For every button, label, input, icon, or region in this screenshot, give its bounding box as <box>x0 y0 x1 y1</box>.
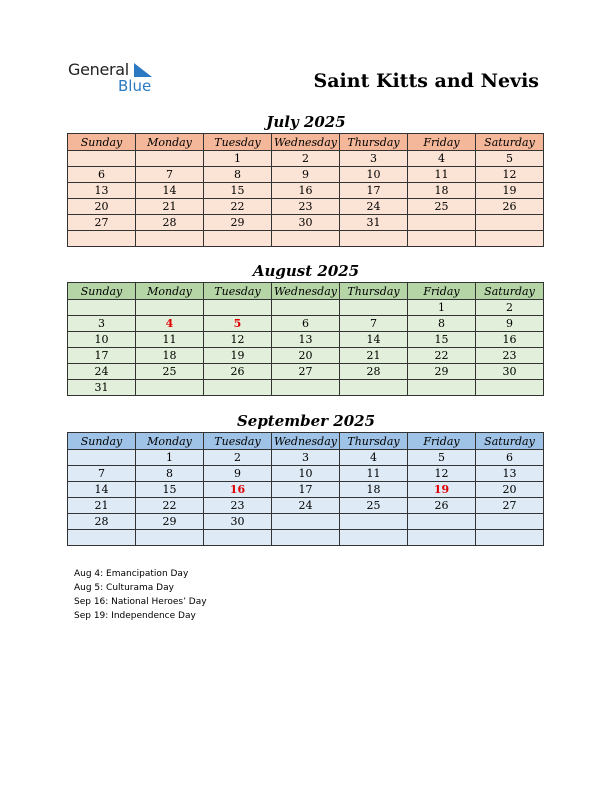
week-row <box>68 514 544 530</box>
day-cell: 20 <box>68 199 136 215</box>
logo-word-blue: Blue <box>118 77 152 95</box>
day-cell: 21 <box>340 348 408 364</box>
weekday-header-monday: Monday <box>136 433 204 450</box>
day-cell: 3 <box>272 450 340 466</box>
day-cell: 20 <box>476 482 544 498</box>
empty-day-cell <box>204 300 272 316</box>
week-row <box>68 380 544 396</box>
day-cell: 17 <box>340 183 408 199</box>
weekday-header-friday: Friday <box>408 134 476 151</box>
weekday-header-tuesday: Tuesday <box>204 433 272 450</box>
day-cell: 24 <box>272 498 340 514</box>
weekday-header-saturday: Saturday <box>476 283 544 300</box>
day-cell: 28 <box>340 364 408 380</box>
week-row <box>68 300 544 316</box>
day-cell: 15 <box>204 183 272 199</box>
empty-day-cell <box>272 380 340 396</box>
day-cell: 30 <box>476 364 544 380</box>
day-cell: 5 <box>476 151 544 167</box>
empty-day-cell <box>272 231 340 247</box>
day-cell: 21 <box>68 498 136 514</box>
week-row <box>68 450 544 466</box>
week-row <box>68 348 544 364</box>
week-row <box>68 167 544 183</box>
week-row <box>68 183 544 199</box>
empty-day-cell <box>476 380 544 396</box>
empty-day-cell <box>476 514 544 530</box>
day-cell: 15 <box>408 332 476 348</box>
day-cell: 1 <box>204 151 272 167</box>
week-row <box>68 199 544 215</box>
empty-day-cell <box>136 530 204 546</box>
week-row <box>68 364 544 380</box>
day-cell: 17 <box>272 482 340 498</box>
weekday-header-sunday: Sunday <box>68 283 136 300</box>
empty-day-cell <box>136 300 204 316</box>
weekday-header-tuesday: Tuesday <box>204 283 272 300</box>
weekday-header-tuesday: Tuesday <box>204 134 272 151</box>
day-cell: 13 <box>68 183 136 199</box>
empty-day-cell <box>340 380 408 396</box>
day-cell: 3 <box>68 316 136 332</box>
day-cell: 23 <box>476 348 544 364</box>
empty-day-cell <box>272 530 340 546</box>
week-row <box>68 530 544 546</box>
day-cell: 7 <box>340 316 408 332</box>
day-cell: 22 <box>408 348 476 364</box>
day-cell: 25 <box>340 498 408 514</box>
week-row <box>68 231 544 247</box>
day-cell: 27 <box>476 498 544 514</box>
day-cell: 26 <box>204 364 272 380</box>
day-cell: 27 <box>68 215 136 231</box>
day-cell: 18 <box>408 183 476 199</box>
empty-day-cell <box>136 380 204 396</box>
empty-day-cell <box>68 530 136 546</box>
day-cell: 8 <box>136 466 204 482</box>
day-cell: 14 <box>340 332 408 348</box>
day-cell: 10 <box>340 167 408 183</box>
empty-day-cell <box>136 231 204 247</box>
day-cell: 1 <box>408 300 476 316</box>
day-cell: 5 <box>408 450 476 466</box>
empty-day-cell <box>204 380 272 396</box>
day-cell: 24 <box>68 364 136 380</box>
day-cell: 15 <box>136 482 204 498</box>
country-title: Saint Kitts and Nevis <box>313 70 539 92</box>
empty-day-cell <box>340 231 408 247</box>
day-cell: 24 <box>340 199 408 215</box>
day-cell: 8 <box>408 316 476 332</box>
day-cell: 4 <box>408 151 476 167</box>
day-cell: 6 <box>68 167 136 183</box>
month-title-september: September 2025 <box>236 412 376 430</box>
weekday-header-saturday: Saturday <box>476 433 544 450</box>
day-cell: 28 <box>68 514 136 530</box>
weekday-header-row <box>68 283 544 300</box>
day-cell: 12 <box>476 167 544 183</box>
empty-day-cell <box>136 151 204 167</box>
empty-day-cell <box>340 514 408 530</box>
holiday-notes <box>74 567 207 623</box>
day-cell: 30 <box>272 215 340 231</box>
empty-day-cell <box>408 380 476 396</box>
day-cell: 12 <box>408 466 476 482</box>
empty-day-cell <box>68 450 136 466</box>
day-cell: 28 <box>136 215 204 231</box>
day-cell: 7 <box>68 466 136 482</box>
month-title-august: August 2025 <box>252 262 360 280</box>
weekday-header-thursday: Thursday <box>340 283 408 300</box>
day-cell: 29 <box>408 364 476 380</box>
calendar-july <box>67 133 544 247</box>
day-cell: 6 <box>272 316 340 332</box>
day-cell: 27 <box>272 364 340 380</box>
empty-day-cell <box>476 530 544 546</box>
empty-day-cell <box>408 514 476 530</box>
empty-day-cell <box>476 215 544 231</box>
day-cell: 2 <box>204 450 272 466</box>
day-cell: 9 <box>272 167 340 183</box>
day-cell: 13 <box>272 332 340 348</box>
day-cell: 19 <box>408 482 476 498</box>
holiday-note: Aug 4: Emancipation Day <box>74 569 189 579</box>
empty-day-cell <box>476 231 544 247</box>
empty-day-cell <box>408 215 476 231</box>
weekday-header-thursday: Thursday <box>340 433 408 450</box>
empty-day-cell <box>68 151 136 167</box>
day-cell: 19 <box>476 183 544 199</box>
day-cell: 20 <box>272 348 340 364</box>
weekday-header-thursday: Thursday <box>340 134 408 151</box>
day-cell: 7 <box>136 167 204 183</box>
day-cell: 22 <box>136 498 204 514</box>
day-cell: 30 <box>204 514 272 530</box>
day-cell: 31 <box>340 215 408 231</box>
holiday-note: Sep 16: National Heroes’ Day <box>74 597 207 607</box>
week-row <box>68 332 544 348</box>
day-cell: 9 <box>204 466 272 482</box>
day-cell: 16 <box>204 482 272 498</box>
logo-word-general: General <box>68 60 129 79</box>
day-cell: 5 <box>204 316 272 332</box>
week-row <box>68 498 544 514</box>
empty-day-cell <box>272 300 340 316</box>
day-cell: 29 <box>136 514 204 530</box>
calendar-august <box>67 282 544 396</box>
empty-day-cell <box>204 231 272 247</box>
day-cell: 18 <box>340 482 408 498</box>
weekday-header-wednesday: Wednesday <box>272 283 340 300</box>
day-cell: 14 <box>136 183 204 199</box>
day-cell: 25 <box>408 199 476 215</box>
week-row <box>68 482 544 498</box>
day-cell: 11 <box>340 466 408 482</box>
day-cell: 26 <box>476 199 544 215</box>
day-cell: 21 <box>136 199 204 215</box>
day-cell: 2 <box>476 300 544 316</box>
weekday-header-sunday: Sunday <box>68 134 136 151</box>
day-cell: 1 <box>136 450 204 466</box>
day-cell: 16 <box>476 332 544 348</box>
day-cell: 23 <box>272 199 340 215</box>
day-cell: 11 <box>136 332 204 348</box>
day-cell: 23 <box>204 498 272 514</box>
weekday-header-friday: Friday <box>408 433 476 450</box>
week-row <box>68 466 544 482</box>
empty-day-cell <box>408 530 476 546</box>
day-cell: 9 <box>476 316 544 332</box>
weekday-header-sunday: Sunday <box>68 433 136 450</box>
day-cell: 12 <box>204 332 272 348</box>
day-cell: 2 <box>272 151 340 167</box>
month-title-july: July 2025 <box>266 113 346 131</box>
day-cell: 29 <box>204 215 272 231</box>
weekday-header-monday: Monday <box>136 283 204 300</box>
weekday-header-saturday: Saturday <box>476 134 544 151</box>
weekday-header-wednesday: Wednesday <box>272 433 340 450</box>
weekday-header-wednesday: Wednesday <box>272 134 340 151</box>
generalblue-logo <box>68 60 168 96</box>
day-cell: 25 <box>136 364 204 380</box>
day-cell: 17 <box>68 348 136 364</box>
empty-day-cell <box>68 300 136 316</box>
weekday-header-row <box>68 433 544 450</box>
day-cell: 10 <box>272 466 340 482</box>
day-cell: 10 <box>68 332 136 348</box>
holiday-note: Sep 19: Independence Day <box>74 611 196 621</box>
weekday-header-friday: Friday <box>408 283 476 300</box>
week-row <box>68 151 544 167</box>
day-cell: 6 <box>476 450 544 466</box>
day-cell: 4 <box>136 316 204 332</box>
empty-day-cell <box>340 300 408 316</box>
day-cell: 13 <box>476 466 544 482</box>
day-cell: 22 <box>204 199 272 215</box>
day-cell: 16 <box>272 183 340 199</box>
weekday-header-row <box>68 134 544 151</box>
day-cell: 11 <box>408 167 476 183</box>
empty-day-cell <box>68 231 136 247</box>
day-cell: 31 <box>68 380 136 396</box>
empty-day-cell <box>272 514 340 530</box>
weekday-header-monday: Monday <box>136 134 204 151</box>
day-cell: 26 <box>408 498 476 514</box>
day-cell: 4 <box>340 450 408 466</box>
day-cell: 8 <box>204 167 272 183</box>
day-cell: 19 <box>204 348 272 364</box>
empty-day-cell <box>340 530 408 546</box>
week-row <box>68 316 544 332</box>
empty-day-cell <box>204 530 272 546</box>
empty-day-cell <box>408 231 476 247</box>
holiday-note: Aug 5: Culturama Day <box>74 583 174 593</box>
day-cell: 14 <box>68 482 136 498</box>
calendar-september <box>67 432 544 546</box>
week-row <box>68 215 544 231</box>
day-cell: 18 <box>136 348 204 364</box>
day-cell: 3 <box>340 151 408 167</box>
